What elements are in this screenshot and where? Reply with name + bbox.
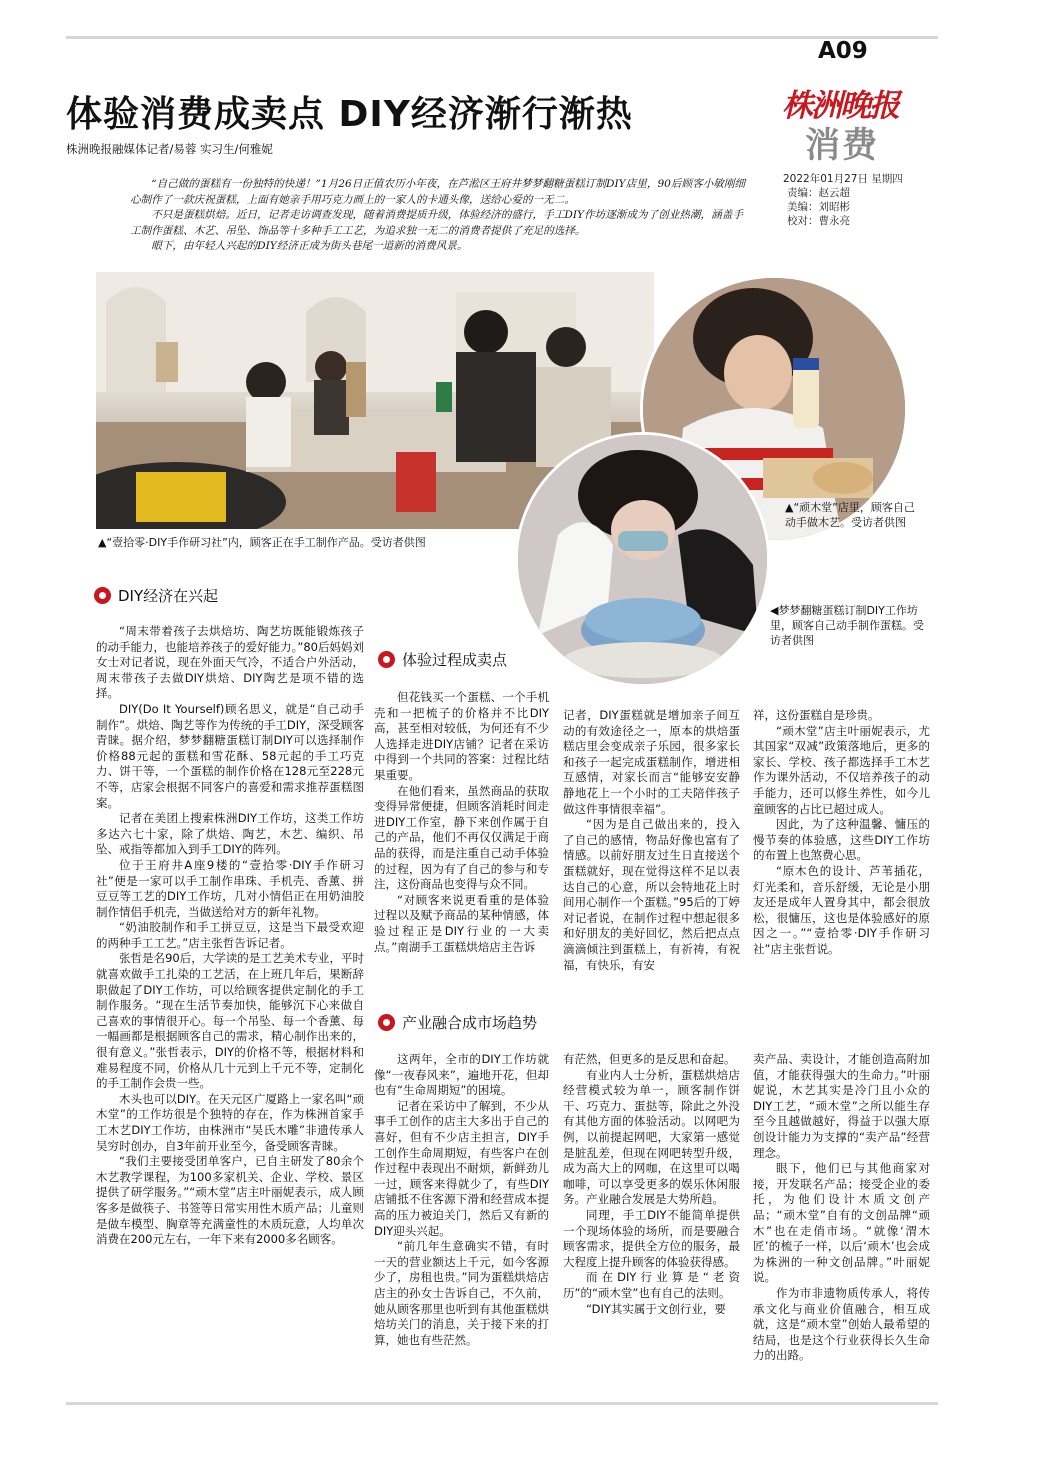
article-paragraph: “奶油胶制作和手工拼豆豆，这是当下最受欢迎的两种手工工艺。”店主张哲告诉记者。 bbox=[96, 920, 364, 950]
article-paragraph: “原木色的设计、芦苇插花，灯光柔和，音乐舒缓，无论是小朋友还是成年人置身其中，都会很放松，很慵压，这也是体验感好的原因之一。”“壹拾零·DIY手作研习社”店主张哲说。 bbox=[753, 863, 930, 956]
section-experience-column-1 bbox=[374, 690, 549, 955]
section-bullet-icon bbox=[378, 1014, 395, 1031]
article-paragraph: 但花钱买一个蛋糕、一个手机壳和一把梳子的价格并不比DIY高，甚至相对较低，为何还有不少人选择走进DIY店铺？记者在采访中得到一个共同的答案：过程比结果重要。 bbox=[374, 690, 549, 782]
cake-scene-image bbox=[518, 435, 770, 687]
issue-meta bbox=[783, 172, 903, 228]
article-paragraph: 因此，为了这种温馨、慵压的慢节奏的体验感，这些DIY工作坊的布置上也煞费心思。 bbox=[753, 817, 930, 863]
article-paragraph: 作为市非遗物质传承人，将传承文化与商业价值融合，相互成就，这是“顽木堂”创始人最希望的结局，也是这个行业获得长久生命力的出路。 bbox=[753, 1285, 930, 1363]
section-bullet-icon bbox=[378, 651, 395, 668]
article-paragraph: 眼下，他们已与其他商家对接，开发联名产品；接受企业的委托，为他们设计木质文创产品；“顽木堂”自有的文创品牌“顽木”也在走俏市场。“就像‘渭木匠’的梳子一样，以后‘顽木’也会成为株洲的一种文创品牌。”叶丽妮说。 bbox=[753, 1161, 930, 1285]
article-paragraph: 位于王府井A座9楼的“壹拾零·DIY手作研习社”便是一家可以手工制作串珠、手机壳、香薰、拼豆豆等工艺的DIY工作坊，几对小情侣正在用奶油胶制作情侣手机壳，当做送给对方的新年礼物。 bbox=[96, 857, 364, 919]
intro-lead bbox=[130, 177, 750, 255]
masthead-logo: 株洲晚报 bbox=[782, 88, 898, 124]
article-paragraph: 记者在美团上搜索株洲DIY工作坊，这类工作坊多达六七十家，除了烘焙、陶艺，木艺、编织、吊坠、戒指等都加入到手工DIY的阵列。 bbox=[96, 811, 364, 857]
proofreader-credit: 校对：曹永亮 bbox=[787, 215, 850, 227]
section-heading-experience bbox=[378, 649, 507, 670]
page-number: A09 bbox=[818, 38, 868, 64]
section-experience-column-3 bbox=[753, 708, 930, 958]
section-diy-rise-column bbox=[96, 624, 364, 1248]
article-paragraph: 卖产品、卖设计，才能创造高附加值，才能获得强大的生命力。”叶丽妮说，木艺其实是冷门且小众的DIY工艺，“顽木堂”之所以能生存至今且越做越好，得益于以强大原创设计能力为支撑的“卖产品”经营理念。 bbox=[753, 1052, 930, 1160]
cake-photo bbox=[515, 432, 770, 687]
bottom-rule bbox=[66, 1402, 938, 1405]
top-rule bbox=[66, 36, 938, 39]
cake-photo-caption: ◀梦梦翻糖蛋糕订制DIY工作坊里，顾客自己动手制作蛋糕。受访者供图 bbox=[770, 604, 924, 647]
section-name: 消费 bbox=[805, 125, 880, 166]
article-paragraph: 有业内人士分析，蛋糕烘焙店经营模式较为单一，顾客制作饼干、巧克力、蛋挞等，除此之外没有其他方面的体验活动。以网吧为例，以前提起网吧，大家第一感觉是脏乱差，但现在网吧转型升级，成为高大上的网咖，在这里可以喝咖啡，可以享受更多的娱乐休闲服务。产业融合发展是大势所趋。 bbox=[563, 1067, 740, 1207]
article-paragraph: 有茫然，但更多的是反思和奋起。 bbox=[563, 1052, 736, 1066]
headline: 体验消费成卖点 DIY经济渐行渐热 bbox=[66, 94, 633, 135]
section-industry-column-3 bbox=[753, 1052, 930, 1364]
section-industry-column-1 bbox=[374, 1052, 549, 1348]
workshop-photo-caption: ▲“壹拾零·DIY手作研习社”内，顾客正在手工制作产品。受访者供图 bbox=[98, 536, 426, 549]
article-paragraph: “DIY其实属于文创行业，要 bbox=[586, 1301, 726, 1316]
section-industry-column-2 bbox=[563, 1052, 740, 1317]
designer-credit: 美编：刘昭彬 bbox=[787, 201, 850, 213]
section-experience-column-2 bbox=[563, 708, 740, 973]
article-paragraph: 记者，DIY蛋糕就是增加亲子间互动的有效途径之一，原本的烘焙蛋糕店里会变成亲子乐园，很多家长和孩子一起完成蛋糕制作，增进相互感情，对家长而言“能够安安静静地花上一个小时的工夫陪伴孩子做这件事情很幸福”。 bbox=[563, 708, 740, 816]
article-paragraph: “对顾客来说更看重的是体验过程以及赋予商品的某种情感，体验过程正是DIY行业的一大卖点。”南湖手工蛋糕烘焙店主告诉 bbox=[374, 892, 549, 954]
intro-paragraph: 眼下，由年轻人兴起的DIY经济正成为街头巷尾一道新的消费风景。 bbox=[151, 240, 468, 252]
section-bullet-icon bbox=[94, 587, 111, 604]
article-paragraph: “前几年生意确实不错，有时一天的营业额达上千元，如今客源少了，房租也贵。”同为蛋糕烘焙店店主的孙女士告诉自己，不久前，她从顾客那里也听到有其他蛋糕烘焙坊关门的消息，关于接下来的打算，她也有些茫然。 bbox=[374, 1239, 549, 1347]
section-heading-diy-rise bbox=[94, 585, 218, 606]
article-paragraph: 祥，这份蛋糕自是珍贵。 bbox=[753, 708, 880, 722]
section-title: DIY经济在兴起 bbox=[118, 587, 219, 605]
byline: 株洲晚报融媒体记者/易蓉 实习生/何雅妮 bbox=[66, 142, 273, 156]
article-paragraph: “周末带着孩子去烘焙坊、陶艺坊既能锻炼孩子的动手能力，也能培养孩子的爱好能力。”80后妈妈刘女士对记者说，现在外面天气冷，不适合户外活动，周末带孩子去做DIY烘焙、DIY陶艺是项不错的选择。 bbox=[96, 624, 364, 701]
article-paragraph: 在他们看来，虽然商品的获取变得异常便捷，但顾客消耗时间走进DIY工作室，静下来创作属于自己的产品，他们不再仅仅满足于商品的获得，而是注重自己动手体验的过程，因为有了自己的参与和专注，这份商品也变得与众不同。 bbox=[374, 783, 549, 892]
article-paragraph: 同理，手工DIY不能简单提供一个现场体验的场所，而是要融合顾客需求，提供全方位的服务，最大程度上提升顾客的体验获得感。 bbox=[563, 1207, 740, 1269]
issue-date: 2022年01月27日 星期四 bbox=[783, 173, 903, 185]
article-paragraph: 这两年，全市的DIY工作坊就像“一夜春风来”，遍地开花，但却也有“生命周期短”的困境。 bbox=[374, 1052, 549, 1098]
article-paragraph: 木头也可以DIY。在天元区广厦路上一家名叫“顽木堂”的工作坊很是个独特的存在，作为株洲首家手工木艺DIY工作坊，由株洲市“吴氏木雕”非遗传承人吴穷时创办，自3年前开业至今，备受顾客青睐。 bbox=[96, 1091, 364, 1153]
article-paragraph: “顽木堂”店主叶丽妮表示，尤其国家“双减”政策落地后，更多的家长、学校、孩子都选择手工木艺作为课外活动，不仅培养孩子的动手能力，还可以修生养性，如今儿童顾客的占比已超过成人。 bbox=[753, 723, 930, 816]
intro-paragraph: “自己做的蛋糕有一份独特的快递！”1月26日正值农历小年夜，在芦淞区王府井梦梦翻糖蛋糕订制DIY店里，90后顾客小敏刚细心制作了一款庆祝蛋糕，上面有她亲手用巧克力画上的一家人的卡通头像，送给心爱的一无二。 bbox=[130, 178, 746, 206]
woodcraft-photo-caption: ▲“顽木堂”店里，顾客自己动手做木艺。受访者供图 bbox=[785, 501, 915, 529]
article-paragraph: 而在DIY行业算是“老资历”的“顽木堂”也有自己的法则。 bbox=[563, 1270, 740, 1300]
article-paragraph: DIY(Do It Yourself)顾名思义，就是“自己动手制作”。烘焙、陶艺等作为传统的手工DIY，深受顾客青睐。据介绍，梦梦翻糖蛋糕订制DIY可以选择制作价格88元起的蛋糕和雪花酥、58元起的手工巧克力、饼干等，一个蛋糕的制作价格在128元至228元不等，店家会根据不同客户的喜爱和需求推荐蛋糕图案。 bbox=[96, 701, 364, 810]
section-heading-industry bbox=[378, 1012, 537, 1033]
article-paragraph: 张哲是名90后，大学读的是工艺美术专业，平时就喜欢做手工扎染的工艺活，在上班几年后，果断辞职做起了DIY工作坊，可以给顾客提供定制化的手工制作服务。“现在生活节奏加快，能够沉下心来做自己喜欢的事情很开心。每一个吊坠、每一个香薰、每一幅画都是根据顾客自己的需求，精心制作出来的，很有意义。”张哲表示，DIY的价格不等，根据材料和难易程度不同，价格从几十元到上千元不等，定制化的手工制作会贵一些。 bbox=[96, 951, 364, 1091]
article-paragraph: 记者在采访中了解到，不少从事手工创作的店主大多出于自己的喜好，但有不少店主担言，DIY手工创作生命周期短，有些客户在创作过程中表现出不耐烦，新鲜劲儿一过，顾客来得就少了，有些DIY店铺抵不住客源下滑和经营成本提高的压力被迫关门，然后又有新的DIY迎头兴起。 bbox=[374, 1098, 549, 1238]
article-paragraph: “我们主要接受团单客户，已自主研发了80余个木艺教学课程，为100多家机关、企业、学校、景区提供了研学服务。”“顽木堂”店主叶丽妮表示，成人顾客多是做筷子、书签等日常实用性木质产品；儿童则是做车模型、胸章等充满童性的木质玩意，人均单次消费在200元左右，一年下来有2000多名顾客。 bbox=[96, 1154, 364, 1247]
section-title: 产业融合成市场趋势 bbox=[402, 1014, 538, 1032]
section-title: 体验过程成卖点 bbox=[402, 651, 508, 669]
intro-paragraph: 不只是蛋糕烘焙。近日，记者走访调查发现，随着消费提质升级，体验经济的盛行，手工DIY作坊逐渐成为了创业热潮，涵盖手工制作蛋糕、木艺、吊坠、饰品等十多种手工工艺，为追求独一无二的消费者提供了充足的选择。 bbox=[130, 209, 743, 237]
article-paragraph: “因为是自己做出来的，投入了自己的感情，物品好像也富有了情感。以前好朋友过生日直接送个蛋糕就好，现在觉得这样不足以表达自己的心意，所以会特地花上时间用心制作一个蛋糕。”95后的丁婷对记者说，在制作过程中想起很多和好朋友的美好回忆，然后把点点滴滴倾注到蛋糕上，有祈祷，有祝福，有快乐，有安 bbox=[563, 817, 740, 972]
editor-credit: 责编：赵云超 bbox=[787, 187, 850, 199]
